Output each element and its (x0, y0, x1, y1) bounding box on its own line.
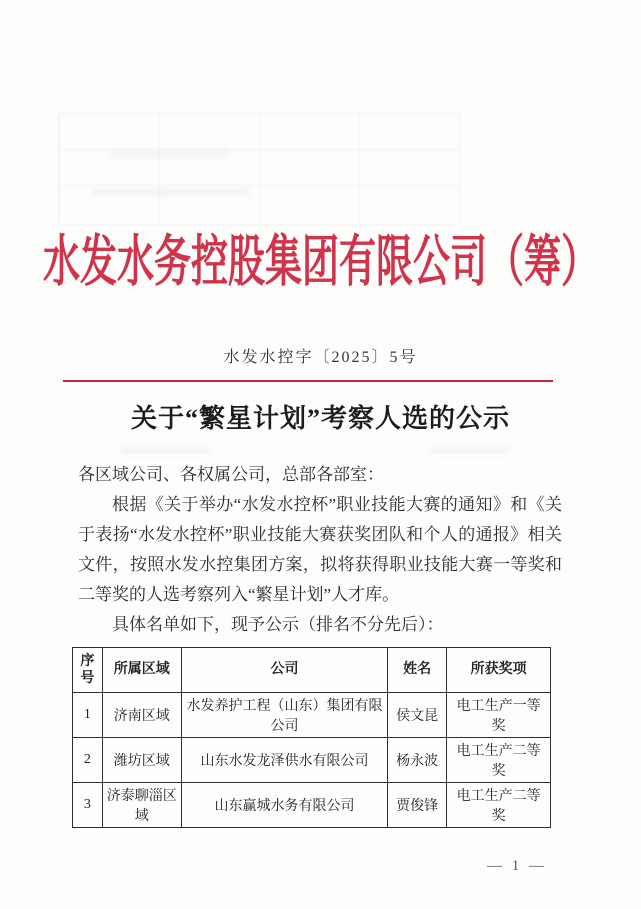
col-header-region: 所属区域 (102, 648, 181, 693)
salutation-line: 各区域公司、各权属公司，总部各部室： (78, 465, 384, 484)
table-cell: 电工生产二等奖 (447, 783, 551, 828)
table-cell: 电工生产二等奖 (447, 738, 551, 783)
table-row (73, 783, 551, 828)
col-header-index: 序号 (73, 648, 103, 693)
doc-body (78, 460, 562, 640)
doc-reference-number: 水发水控字〔2025〕5号 (223, 349, 418, 366)
page-number: — 1 — (487, 858, 547, 874)
col-header-award: 所获奖项 (447, 648, 551, 693)
table-row (73, 738, 551, 783)
table-cell: 山东赢城水务有限公司 (181, 783, 387, 828)
table-cell: 贾俊锋 (387, 783, 446, 828)
bleed-through-smudge (430, 447, 510, 455)
table-cell: 潍坊区域 (102, 738, 181, 783)
body-paragraph: 具体名单如下，现予公示（排名不分先后）： (112, 615, 444, 634)
table-cell: 侯文昆 (387, 693, 446, 738)
doc-title: 关于“繁星计划”考察人选的公示 (130, 404, 510, 433)
table-cell: 济泰聊淄区域 (102, 783, 181, 828)
bleed-through-smudge (110, 150, 230, 158)
table-cell: 水发养护工程（山东）集团有限公司 (181, 693, 387, 738)
table-cell: 电工生产一等奖 (447, 693, 551, 738)
letterhead-red-rule (63, 380, 553, 382)
table-cell: 杨永波 (387, 738, 446, 783)
table-header-row (73, 648, 551, 693)
bleed-through-smudge (90, 188, 250, 196)
table-cell: 济南区域 (102, 693, 181, 738)
table-cell: 3 (73, 783, 103, 828)
award-table-body (73, 693, 551, 828)
table-cell: 山东水发龙泽供水有限公司 (181, 738, 387, 783)
org-letterhead-title: 水发水务控股集团有限公司（筹） (43, 232, 598, 294)
bleed-through-ghost-table (58, 113, 460, 225)
col-header-company: 公司 (181, 648, 387, 693)
bleed-through-smudge (120, 447, 210, 455)
table-cell: 1 (73, 693, 103, 738)
table-cell: 2 (73, 738, 103, 783)
award-candidates-table (72, 647, 551, 828)
table-row (73, 693, 551, 738)
col-header-name: 姓名 (387, 648, 446, 693)
body-paragraph: 根据《关于举办“水发水控杯”职业技能大赛的通知》和《关于表扬“水发水控杯”职业技能大赛获奖团队和个人的通报》相关文件，按照水发水控集团方案，拟将获得职业技能大赛一等奖和二等奖的人选考察列入“繁星计划”人才库。 (78, 495, 562, 604)
